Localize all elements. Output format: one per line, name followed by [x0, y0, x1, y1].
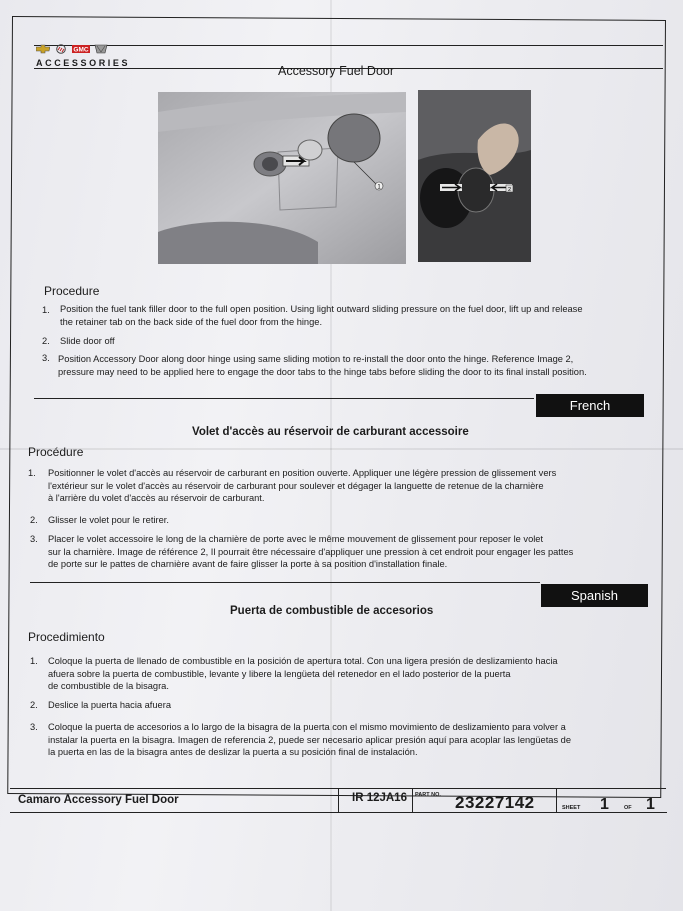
svg-text:GMC: GMC — [73, 46, 89, 54]
procedure-heading: Procedure — [44, 284, 100, 298]
step-text: Coloque la puerta de accesorios a lo largo de la bisagra de la puerta con el mismo movimiento de deslizamiento para volver a instalar la puerta en la bisagra. Imagen de referencia 2, puede ser necesario aplicar presión aquí para acoplar las lengüetas de la puerta en las de la bisagra antes de deslizar la puerta a su posición final de instalación. — [48, 722, 572, 757]
procedure-heading: Procédure — [28, 445, 84, 459]
step-text: Glisser le volet pour le retirer. — [48, 515, 169, 525]
image2-callout: 2 — [507, 187, 512, 193]
step-text: Coloque la puerta de llenado de combustible en la posición de apertura total. Con una ligera presión de deslizamiento hacia afuera sobre la puerta de combustible, levante y libere la lengüeta del retenedor en el lado posterior de la puerta de combustible de la bisagra. — [48, 656, 558, 691]
sheet-number: 1 — [600, 796, 609, 813]
step-number: 3. — [42, 353, 50, 363]
footer-bottom-rule — [10, 812, 667, 813]
step-text: Deslice la puerta hacia afuera — [48, 700, 171, 710]
sheet-total: 1 — [646, 796, 655, 813]
chevrolet-logo-icon — [36, 44, 50, 54]
gmc-logo-icon — [72, 44, 90, 54]
language-badge-spanish: Spanish — [541, 584, 648, 607]
of-label: OF — [624, 805, 632, 811]
step-number: 2. — [42, 336, 50, 346]
part-number: 23227142 — [455, 793, 535, 812]
section-rule — [34, 398, 534, 399]
footer-divider — [338, 788, 339, 812]
revision-code: IR 12JA16 — [352, 792, 407, 804]
section-rule — [30, 582, 540, 583]
part-no-label: PART NO. — [415, 792, 441, 798]
section-label: ACCESSORIES — [36, 58, 131, 68]
step-number: 2. — [30, 515, 38, 525]
fuel-door-photo-2 — [418, 90, 531, 262]
step-text: Slide door off — [60, 336, 115, 346]
step-number: 1. — [30, 656, 38, 666]
fuel-door-photo-1 — [158, 92, 406, 264]
cadillac-logo-icon — [94, 44, 108, 54]
step-text: Position the fuel tank filler door to the full open position. Using light outward sliding pressure on the fuel door, lift up and release the retainer tab on the back side of the fuel door from the hinge. — [60, 304, 583, 327]
footer-divider — [412, 788, 413, 812]
step-text: Placer le volet accessoire le long de la charnière de porte avec le même mouvement de glissement pour reposer le volet sur la charnière. Image de référence 2, Il pourrait être nécessaire d'appliquer une pression à cet endroit pour engager les pattes de porte sur le pattes de charnière avant de faire glisser la porte à sa position d'installation finale. — [48, 534, 574, 569]
step-number: 1. — [42, 305, 50, 315]
sheet-label: SHEET — [562, 805, 581, 811]
language-badge-french: French — [536, 394, 644, 417]
step-number: 3. — [30, 534, 38, 544]
page-title: Accessory Fuel Door — [278, 64, 395, 78]
buick-logo-icon — [54, 44, 68, 54]
section-title-spanish: Puerta de combustible de accesorios — [230, 605, 434, 617]
footer-divider — [556, 788, 557, 812]
product-name: Camaro Accessory Fuel Door — [18, 794, 179, 806]
step-text: Position Accessory Door along door hinge using same sliding motion to re-install the door onto the hinge. Reference Image 2, pressure may need to be applied here to engage the door tabs to the hinge tabs before sliding the door to its final install position. — [58, 354, 587, 377]
section-title-french: Volet d'accès au réservoir de carburant accessoire — [192, 426, 469, 438]
image1-callout: 1 — [377, 184, 381, 191]
header-rule — [34, 45, 663, 46]
step-text: Positionner le volet d'accès au réservoir de carburant en position ouverte. Appliquer une légère pression de glissement vers l'extérieur sur le volet d'accès au réservoir de carburant pour soulever et dégager la languette de retenue de la charnière à l'arrière du volet d'accès au réservoir de carburant. — [48, 468, 557, 503]
step-number: 1. — [28, 468, 36, 478]
step-number: 3. — [30, 722, 38, 732]
step-number: 2. — [30, 700, 38, 710]
procedure-heading: Procedimiento — [28, 630, 105, 644]
brand-logos — [36, 44, 108, 54]
